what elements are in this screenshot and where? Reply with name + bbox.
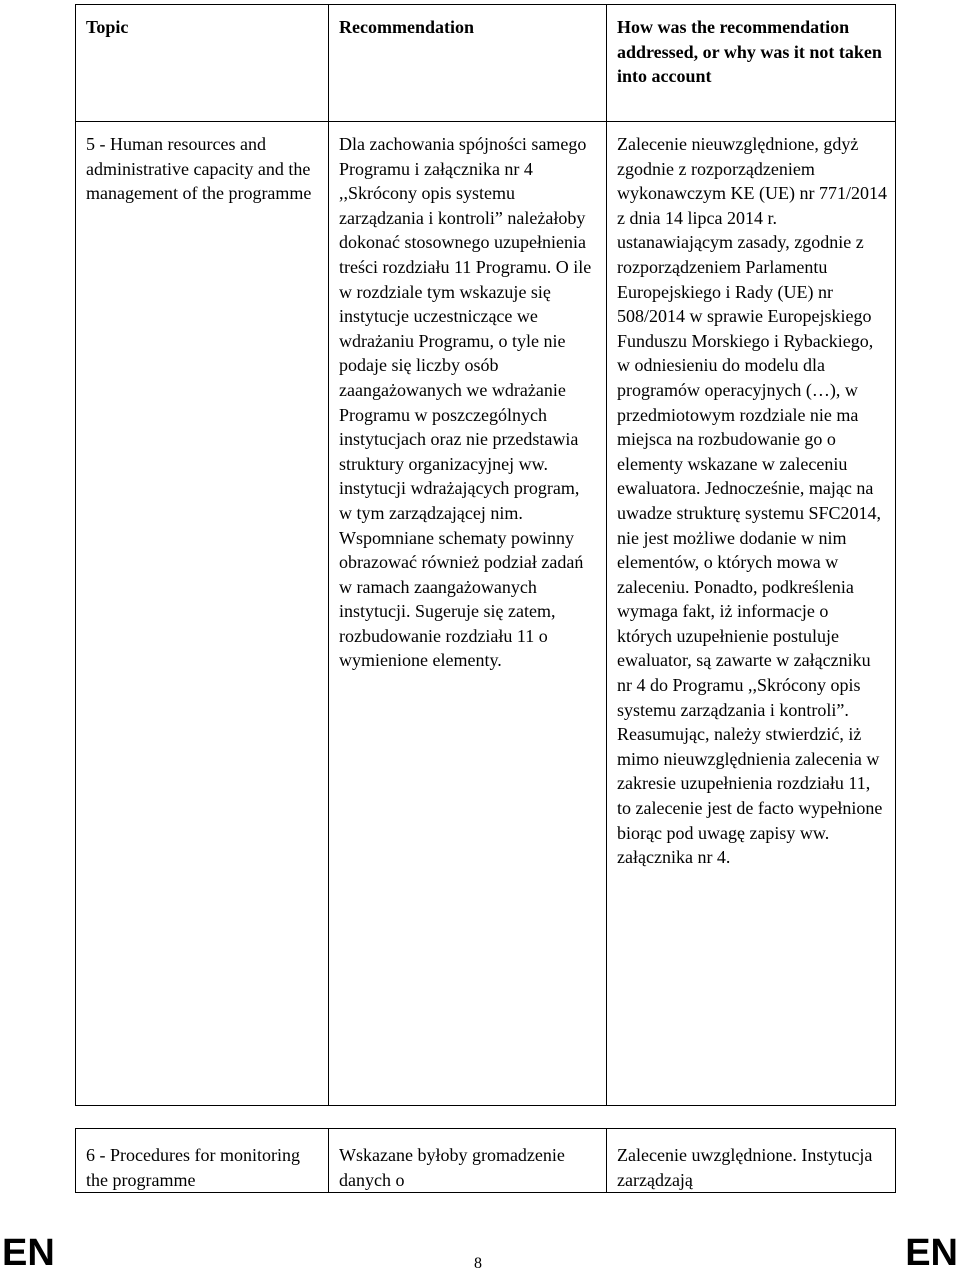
addressed-cell [607, 122, 896, 1106]
topic-text: 6 - Procedures for monitoring the programme [86, 1145, 300, 1190]
topic-cell [76, 122, 329, 1106]
table-gap-row [76, 1106, 896, 1129]
header-recommendation-cell [329, 5, 607, 122]
header-topic-cell [76, 5, 329, 122]
table-row [76, 1129, 896, 1193]
topic-text: 5 - Human resources and administrative capacity and the management of the programme [86, 134, 312, 204]
addressed-cell [607, 1129, 896, 1193]
recommendation-text: Wskazane byłoby gromadzenie danych o [339, 1145, 565, 1190]
header-addressed: How was the recommendation addressed, or why was it not taken into account [617, 17, 882, 87]
header-addressed-cell [607, 5, 896, 122]
table-header-row [76, 5, 896, 122]
recommendation-cell [329, 1129, 607, 1193]
footer-language-left: EN [2, 1232, 55, 1274]
recommendation-text: Dla zachowania spójności samego Programu i załącznika nr 4 ,,Skrócony opis systemu zarządzania i kontroli” należałoby dokonać stosownego uzupełnienia treści rozdziału 11 Programu. O ile w rozdziale tym wskazuje się instytucje uczestniczące we wdrażaniu Programu, o tyle nie podaje się liczby osób zaangażowanych we wdrażanie Programu w poszczególnych instytucjach oraz nie przedstawia struktury organizacyjnej ww. instytucji wdrażających program, w tym zarządzającej nim. Wspomniane schematy powinny obrazować również podział zadań w ramach zaangażowanych instytucji. Sugeruje się zatem, rozbudowanie rozdziału 11 o wymienione elementy. [339, 134, 592, 671]
recommendation-cell [329, 122, 607, 1106]
addressed-text: Zalecenie nieuwzględnione, gdyż zgodnie z rozporządzeniem wykonawczym KE (UE) nr 771/2014 z dnia 14 lipca 2014 r. ustanawiającym zasady, zgodnie z rozporządzeniem Parlamentu Europejskiego i Rady (UE) nr 508/2014 w sprawie Europejskiego Funduszu Morskiego i Rybackiego, w odniesieniu do modelu dla programów operacyjnych (…), w przedmiotowym rozdziale nie ma miejsca na rozbudowanie go o elementy wskazane w zaleceniu ewaluatora. Jednocześnie, mając na uwadze strukturę systemu SFC2014, nie jest możliwe dodanie w nim elementów, o których mowa w zaleceniu. Ponadto, podkreślenia wymaga fakt, iż informacje o których uzupełnienie postuluje ewaluator, są zawarte w załączniku nr 4 do Programu ,,Skrócony opis systemu zarządzania i kontroli”. Reasumując, należy stwierdzić, iż mimo nieuwzględnienia zalecenia w zakresie uzupełnienia rozdziału 11, to zalecenie jest de facto wypełnione biorąc pod uwagę zapisy ww. załącznika nr 4. [617, 134, 887, 868]
gap-cell [76, 1106, 896, 1129]
table-row [76, 122, 896, 1106]
header-topic: Topic [86, 17, 129, 37]
recommendations-table [75, 4, 896, 1193]
addressed-text: Zalecenie uwzględnione. Instytucja zarządzają [617, 1145, 873, 1190]
footer-language-right: EN [905, 1232, 958, 1274]
page-number: 8 [474, 1255, 482, 1272]
header-recommendation: Recommendation [339, 17, 474, 37]
topic-cell [76, 1129, 329, 1193]
